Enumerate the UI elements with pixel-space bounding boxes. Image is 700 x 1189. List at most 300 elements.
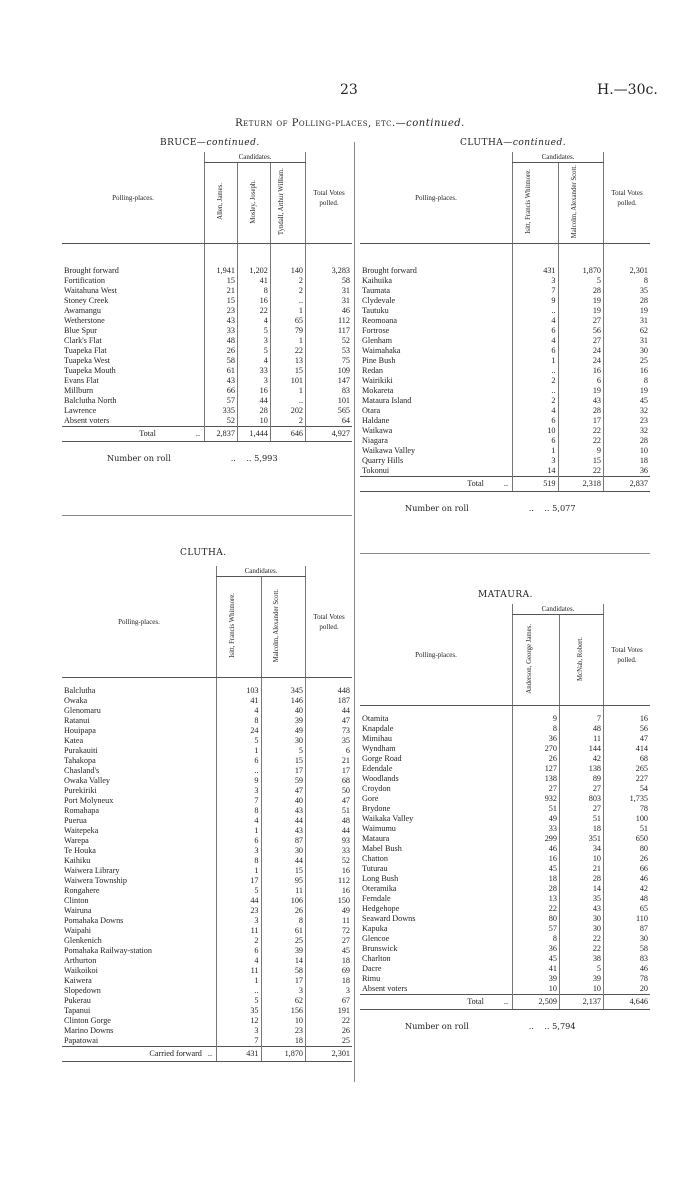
vote-count: 22 [513,904,560,914]
vote-count: 147 [306,376,353,386]
vote-count: 26 [261,906,306,916]
polling-place-name: Houipapa [64,726,96,735]
column-divider [354,142,355,1082]
candidate-mcnab: McNab, Robert. [577,636,585,681]
vote-count: 47 [604,734,651,744]
vote-count: 28 [558,286,604,296]
table-row [360,794,650,804]
vote-count: 36 [513,944,560,954]
vote-count: 6 [513,436,559,446]
vote-count: 565 [306,406,353,416]
polling-place-name: Marino Downs [64,1026,114,1035]
table-row [360,426,650,436]
vote-count: 44 [237,396,270,406]
vote-count: 30 [261,736,306,746]
vote-count: 351 [559,834,603,844]
vote-count: 10 [237,416,270,427]
table-row [360,754,650,764]
vote-count: 24 [558,346,604,356]
vote-count: 49 [261,726,306,736]
total-votes-header: Total Votes polled. [306,152,353,244]
vote-count: 16 [237,386,270,396]
vote-count: 14 [513,466,559,477]
table-row [62,296,352,306]
vote-count: 11 [217,926,262,936]
vote-count: 47 [306,796,353,806]
total-label: Total [139,429,156,438]
vote-count: 46 [604,874,651,884]
vote-count: 44 [261,856,306,866]
vote-count: 112 [306,876,353,886]
vote-count: 36 [513,734,560,744]
vote-count: 17 [558,416,604,426]
vote-count: 5 [237,346,270,356]
bruce-table: Polling-places. Candidates. Total Votes polled. Allen, James. Mosley, Joseph. Tyndall, Arthur William. Brought forward 1,941 1,202 140 3,283 Fortification 15 41 2 58 Waitahuna West 21 8 2 31 Stoney Creek 15 16 .. 31 Awamangu 23 22 1 46 Wetherstone 43 4 65 112 Blue Spur 33 5 79 117 Clark's Flat 48 3 1 52 Tuapeka Flat 26 5 22 53 Tuapeka West 58 4 13 75 Tuapeka Mouth 61 33 15 109 Evans Flat 43 3 101 147 Millburn 66 16 1 83 Balclutha North 57 44 .. 101 Lawrence 335 28 202 565 Absent voters 52 10 2 64 Total .. 2,837 1,444 646 4,927 Number on roll .. .. 5,993 [64,153,350,463]
vote-count: 33 [237,366,270,376]
polling-place-name: Evans Flat [64,376,99,385]
table-row [62,376,352,386]
vote-count: 265 [604,764,651,774]
vote-count: 7 [217,796,262,806]
polling-place-name: Absent voters [64,416,110,425]
vote-count: 2 [270,416,305,427]
vote-count: 22 [306,1016,353,1026]
vote-count: 156 [261,1006,306,1016]
vote-count: 4 [217,956,262,966]
vote-count: 202 [270,406,305,416]
polling-place-name: Clinton [64,896,89,905]
vote-count: 2 [270,276,305,286]
clutha-cont-caption: CLUTHA—continued. [460,138,567,148]
vote-count: 101 [306,396,353,406]
vote-count: 106 [261,896,306,906]
vote-count: 18 [306,956,353,966]
vote-count: 144 [559,744,603,754]
vote-count: 6 [217,946,262,956]
vote-count: 110 [604,914,651,924]
vote-count: 41 [513,964,560,974]
vote-count: 10 [559,984,603,995]
table-row [62,876,352,886]
vote-count: 19 [558,386,604,396]
polling-place-name: Gore [362,794,379,803]
vote-count: 20 [604,984,651,995]
vote-count: 8 [217,806,262,816]
vote-count: 22 [558,466,604,477]
vote-count: 6 [513,416,559,426]
vote-count: 72 [306,926,353,936]
polling-place-name: Chasland's [64,766,100,775]
polling-place-name: Waikaka Valley [362,814,414,823]
vote-count: 26 [513,754,560,764]
vote-count: 32 [604,426,651,436]
vote-count: 46 [604,964,651,974]
vote-count: 53 [306,346,353,356]
vote-count: 27 [306,936,353,946]
vote-count: 66 [604,864,651,874]
polling-place-name: Brought forward [64,266,119,275]
polling-place-name: Tuapeka Flat [64,346,107,355]
polling-place-name: Redan [362,366,383,375]
polling-place-name: Waiwera Library [64,866,120,875]
vote-count: 4 [237,316,270,326]
table-row [360,366,650,376]
vote-count: 5 [261,746,306,756]
vote-count: 30 [559,924,603,934]
vote-count: 227 [604,774,651,784]
vote-count: 448 [306,678,353,697]
vote-count: .. [270,296,305,306]
candidate-allen: Allen, James. [216,183,224,220]
vote-count: 43 [261,806,306,816]
polling-place-name: Tokonui [362,466,390,475]
polling-place-name: Brunswick [362,944,398,953]
polling-place-name: Mabel Bush [362,844,402,853]
vote-count: 58 [205,356,238,366]
vote-count: 52 [205,416,238,427]
polling-place-name: Wairuna [64,906,92,915]
polling-place-name: Croydon [362,784,391,793]
vote-count: 2 [270,286,305,296]
polling-place-name: Port Molyneux [64,796,114,805]
vote-count: 61 [205,366,238,376]
vote-count: 5 [237,326,270,336]
table-row [62,856,352,866]
vote-count: 42 [604,884,651,894]
polling-place-name: Knapdale [362,724,394,733]
vote-count: 13 [513,894,560,904]
vote-count: 15 [270,366,305,376]
polling-place-name: Ferndale [362,894,391,903]
vote-count: 932 [513,794,560,804]
polling-place-name: Quarry Hills [362,456,404,465]
polling-place-name: Blue Spur [64,326,97,335]
vote-count: 47 [261,786,306,796]
table-row [360,874,650,884]
table-row [360,446,650,456]
vote-count: 48 [205,336,238,346]
vote-count: 83 [306,386,353,396]
vote-count: 32 [604,406,651,416]
vote-count: 15 [558,456,604,466]
table-row [62,956,352,966]
vote-count: 56 [604,724,651,734]
table-row [62,386,352,396]
table-row [360,436,650,446]
vote-count: 10 [513,984,560,995]
table-row [62,786,352,796]
polling-place-name: Pine Bush [362,356,396,365]
vote-count: 28 [513,884,560,894]
polling-place-name: Waikoikoi [64,966,98,975]
vote-count: 25 [261,936,306,946]
bruce-roll: Number on roll .. .. 5,993 [107,453,278,463]
table-row [360,884,650,894]
table-row [62,976,352,986]
vote-count: 47 [306,716,353,726]
vote-count: 2 [513,376,559,386]
table-row [360,396,650,406]
polling-place-name: Waikawa Valley [362,446,416,455]
table-row [360,724,650,734]
table-row [360,894,650,904]
table-row [62,796,352,806]
table-row [360,954,650,964]
vote-count: 62 [261,996,306,1006]
vote-count: 9 [558,446,604,456]
polling-place-name: Niagara [362,436,388,445]
vote-count: 43 [559,904,603,914]
vote-count: 23 [205,306,238,316]
vote-count: 6 [513,346,559,356]
candidate-anderson: Anderson, George James. [525,623,533,694]
vote-count: 101 [270,376,305,386]
table-row [62,336,352,346]
polling-place-name: Mimihau [362,734,393,743]
vote-count: 28 [558,406,604,416]
vote-count: 54 [604,784,651,794]
vote-count: 51 [513,804,560,814]
polling-place-name: Owaka [64,696,88,705]
table-row [62,896,352,906]
vote-count: 58 [261,966,306,976]
candidate-tyndall: Tyndall, Arthur William. [277,167,285,236]
table-row [360,934,650,944]
vote-count: 26 [205,346,238,356]
polling-place-name: Tuapeka Mouth [64,366,116,375]
polling-place-name: Te Houka [64,846,96,855]
clutha-cont-table: Polling-places. Candidates. Total Votes polled. Isitt, Francis Whitmore. Malcolm, Alexander Scott. Brought forward 431 1,870 2,301 Kaihuika 3 5 8 Taumata 7 28 35 Clydevale 9 19 28 Tautuku .. 19 19 Reomoana 4 27 31 Fortrose 6 56 62 Glenham 4 27 31 Waimahaka 6 24 30 Pine Bush 1 24 25 Redan .. 16 16 Wairikiki 2 6 8 Mokareta .. 19 19 Mataura Island 2 43 45 Otara 4 28 32 Haldane 6 17 23 Waikawa 10 22 32 Niagara 6 22 28 Waikawa Valley 1 9 10 Quarry Hills 3 15 18 Tokonui 14 22 36 Total .. 519 2,318 2,837 Number on roll .. .. 5,077 [362,153,648,513]
table-row [360,734,650,744]
vote-count: 19 [558,296,604,306]
vote-count: 109 [306,366,353,376]
vote-count: 31 [604,316,651,326]
vote-count: 4 [237,356,270,366]
vote-count: 19 [604,306,651,316]
vote-count: 42 [559,754,603,764]
vote-count: 2 [513,396,559,406]
polling-place-name: Warepa [64,836,89,845]
table-row [62,696,352,706]
vote-count: 35 [559,894,603,904]
vote-count: 2 [217,936,262,946]
table-row [360,924,650,934]
table-row [360,784,650,794]
table-row [62,926,352,936]
vote-count: 50 [306,786,353,796]
vote-count: 33 [205,326,238,336]
polling-place-name: Wetherstone [64,316,105,325]
vote-count: 49 [306,906,353,916]
mataura-caption: MATAURA. [478,590,533,600]
polling-place-name: Tuapeka West [64,356,110,365]
polling-place-name: Wairikiki [362,376,393,385]
table-row [360,964,650,974]
table-row [62,326,352,336]
vote-count: 10 [513,426,559,436]
vote-count: 51 [306,806,353,816]
vote-count: 44 [261,816,306,826]
vote-count: 6 [513,326,559,336]
vote-count: 41 [237,276,270,286]
vote-count: 345 [261,678,306,697]
vote-count: 8 [513,934,560,944]
page-reference: H.—30c. [597,82,658,98]
vote-count: 78 [604,974,651,984]
table-row [62,756,352,766]
vote-count: 19 [604,386,651,396]
vote-count: 44 [306,826,353,836]
polling-place-name: Balclutha North [64,396,117,405]
vote-count: 1 [217,826,262,836]
polling-place-name: Gorge Road [362,754,402,763]
vote-count: 5 [559,964,603,974]
vote-count: 5 [558,276,604,286]
vote-count: 6 [217,836,262,846]
candidate-malcolm: Malcolm, Alexander Scott. [570,164,578,239]
table-row [360,854,650,864]
vote-count: 31 [306,296,353,306]
vote-count: 3 [217,1026,262,1036]
table-row [62,244,352,277]
polling-place-name: Rongahere [64,886,100,895]
clutha-table: Polling-places. Candidates. Total Votes polled. Isitt, Francis Whitmore. Malcolm, Alexander Scott. Balclutha 103 345 448 Owaka 41 146 187 Glenomaru 4 40 44 Ratanui 8 39 47 Houipapa 24 49 73 Katea 5 30 35 Purakauiti 1 5 6 Tahakopa 6 15 21 Chasland's .. 17 17 Owaka Valley 9 59 68 Purekiriki 3 47 50 Port Molyneux 7 40 47 Romahapa 8 43 51 Puerua 4 44 48 Waitepeka 1 43 44 Warepa 6 87 93 Te Houka 3 30 33 Kaihiku 8 44 52 Waiwera Library 1 15 16 Waiwera Township 17 95 112 Rongahere 5 11 16 Clinton 44 106 150 Wairuna 23 26 49 Pomahaka Downs 3 8 11 Waipahi 11 61 72 Glenkenich 2 25 27 Pomahaka Railway-station 6 39 45 Arthurton 4 14 18 Waikoikoi 11 58 69 Kaiwera 1 17 18 Slopedown .. 3 3 Pukerau 5 62 67 Tapanui 35 156 191 Clinton Gorge 12 10 22 Marino Downs 3 23 26 Papatowai 7 18 25 Carried forward .. 431 1,870 2,301 [62,566,352,1062]
table-row [62,356,352,366]
polling-place-name: Absent voters [362,984,408,993]
vote-count: 11 [261,886,306,896]
vote-count: 8 [604,276,651,286]
vote-count: 1,735 [604,794,651,804]
vote-count: 18 [306,976,353,986]
vote-count: 25 [306,1036,353,1047]
vote-count: 14 [559,884,603,894]
table-row [360,764,650,774]
polling-place-name: Lawrence [64,406,97,415]
table-row [62,1006,352,1016]
vote-count: 11 [559,734,603,744]
polling-place-name: Stoney Creek [64,296,109,305]
table-row [360,834,650,844]
vote-count: 58 [306,276,353,286]
vote-count: 8 [261,916,306,926]
vote-count: 68 [604,754,651,764]
candidate-mosley: Mosley, Joseph. [249,179,257,224]
vote-count: 18 [604,456,651,466]
vote-count: 30 [604,934,651,944]
polling-place-name: Rimu [362,974,381,983]
vote-count: 15 [261,756,306,766]
vote-count: 6 [217,756,262,766]
vote-count: 335 [205,406,238,416]
vote-count: 51 [604,824,651,834]
vote-count: 11 [217,966,262,976]
vote-count: .. [513,366,559,376]
vote-count: 1,870 [558,244,604,277]
table-row [360,904,650,914]
table-row [62,916,352,926]
polling-place-name: Clark's Flat [64,336,102,345]
table-row [62,996,352,1006]
vote-count: 8 [604,376,651,386]
polling-place-name: Waipahi [64,926,92,935]
vote-count: 65 [270,316,305,326]
vote-count: 27 [513,784,560,794]
vote-count: 87 [261,836,306,846]
vote-count: 67 [306,996,353,1006]
vote-count: 6 [558,376,604,386]
polling-place-name: Mataura [362,834,390,843]
polling-place-name: Pukerau [64,996,91,1005]
table-row [360,386,650,396]
vote-count: 8 [237,286,270,296]
table-row [360,984,650,995]
table-row [360,804,650,814]
vote-count: 27 [558,316,604,326]
vote-count: 39 [513,974,560,984]
polling-place-name: Tautuku [362,306,389,315]
vote-count: 187 [306,696,353,706]
vote-count: 17 [306,766,353,776]
polling-place-name: Clinton Gorge [64,1016,111,1025]
clutha-caption: CLUTHA. [180,548,227,558]
vote-count: 30 [604,346,651,356]
polling-place-name: Waitahuna West [64,286,117,295]
vote-count: 26 [306,1026,353,1036]
vote-count: 103 [217,678,262,697]
vote-count: 7 [559,706,603,725]
vote-count: 16 [604,366,651,376]
vote-count: 58 [604,944,651,954]
vote-count: 21 [205,286,238,296]
vote-count: 1 [217,976,262,986]
vote-count: 3 [237,376,270,386]
vote-count: 57 [513,924,560,934]
table-row [62,716,352,726]
table-row [360,306,650,316]
vote-count: 22 [559,934,603,944]
bruce-caption: BRUCE—continued. [160,138,260,148]
vote-count: .. [217,766,262,776]
polling-place-name: Haldane [362,416,390,425]
table-row [62,406,352,416]
vote-count: 7 [513,286,559,296]
table-row [360,914,650,924]
polling-place-name: Tapanui [64,1006,91,1015]
vote-count: 31 [306,286,353,296]
vote-count: 28 [604,296,651,306]
vote-count: 21 [559,864,603,874]
polling-place-name: Tahakopa [64,756,96,765]
table-row [62,706,352,716]
polling-place-name: Waimahaka [362,346,401,355]
vote-count: 23 [604,416,651,426]
vote-count: 8 [217,716,262,726]
vote-count: 52 [306,856,353,866]
table-row [360,456,650,466]
vote-count: 22 [558,436,604,446]
vote-count: 68 [306,776,353,786]
vote-count: 45 [306,946,353,956]
vote-count: 7 [217,1036,262,1047]
polling-place-name: Awamangu [64,306,101,315]
table-row [62,736,352,746]
vote-count: 117 [306,326,353,336]
vote-count: 87 [604,924,651,934]
polling-place-name: Woodlands [362,774,399,783]
vote-count: 31 [604,336,651,346]
vote-count: 45 [513,864,560,874]
vote-count: 270 [513,744,560,754]
